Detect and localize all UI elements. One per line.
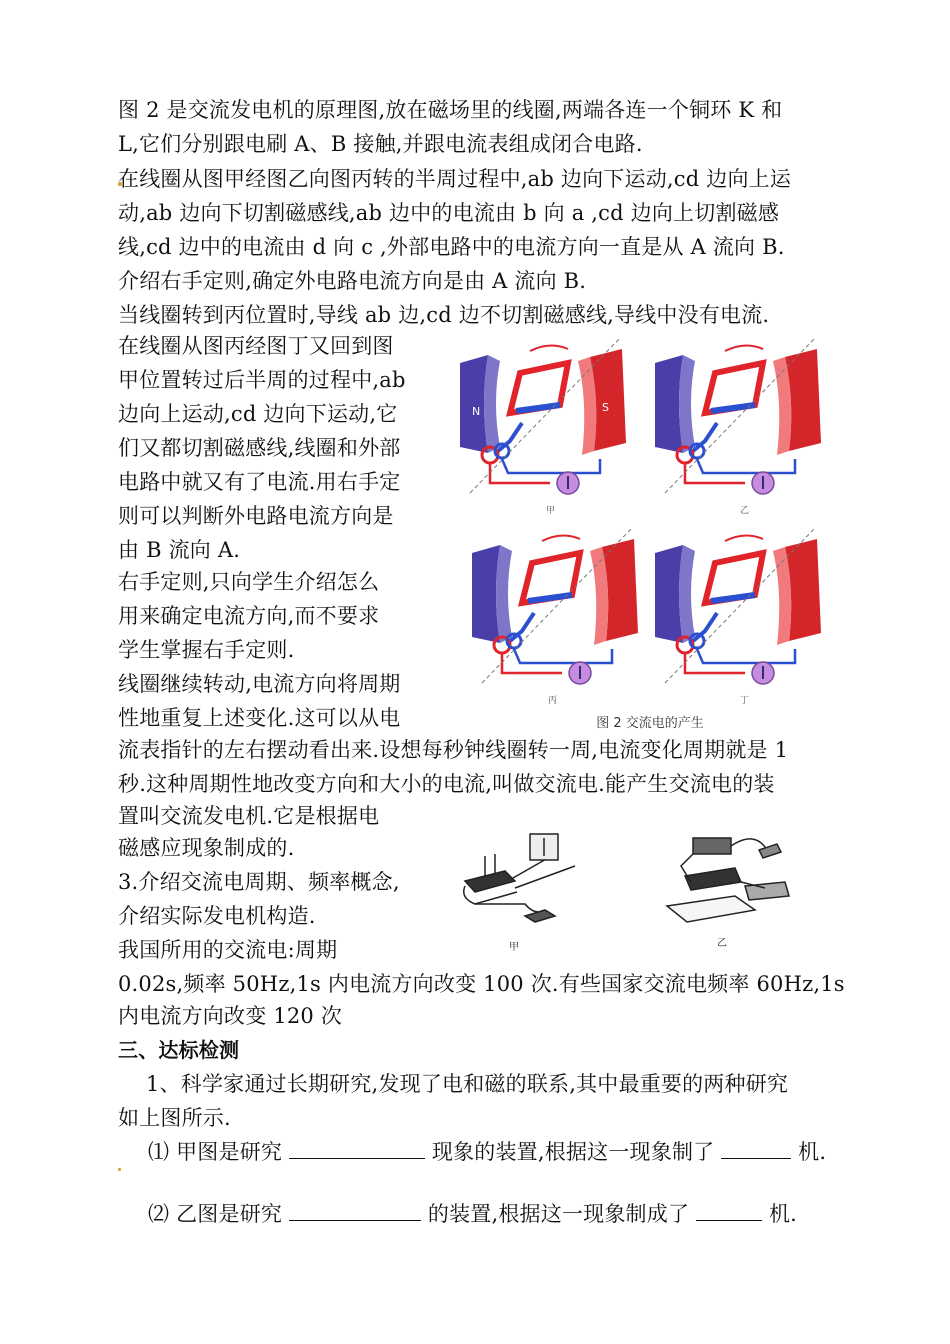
paragraph-line: 3.介绍交流电周期、频率概念, xyxy=(118,870,400,894)
paragraph-line: 流表指针的左右摆动看出来.设想每秒钟线圈转一周,电流变化周期就是 1 xyxy=(118,738,789,762)
answer-blank-3[interactable] xyxy=(289,1200,421,1221)
paragraph-line: 动,ab 边向下切割磁感线,ab 边中的电流由 b 向 a ,cd 边向上切割磁感 xyxy=(118,201,780,225)
paragraph-line: 用来确定电流方向,而不要求 xyxy=(118,604,380,628)
figure-caption: 图 2 交流电的产生 xyxy=(596,716,704,731)
magnet-n-label: N xyxy=(472,405,481,418)
paragraph-line: 内电流方向改变 120 次 xyxy=(118,1004,343,1028)
paragraph-line: 当线圈转到丙位置时,导线 ab 边,cd 边不切割磁感线,导线中没有电流. xyxy=(118,303,770,327)
generator-diagram xyxy=(450,335,840,715)
paragraph-line: 们又都切割磁感线,线圈和外部 xyxy=(118,436,401,460)
paragraph-line: 磁感应现象制成的. xyxy=(118,836,295,860)
item-number: ⑴ xyxy=(148,1140,170,1164)
magnet-s-label: S xyxy=(602,401,609,414)
paragraph-line: 介绍右手定则,确定外电路电流方向是由 A 流向 B. xyxy=(118,269,587,293)
paragraph-line: 右手定则,只向学生介绍怎么 xyxy=(118,570,380,594)
figure3-label-yi: 乙 xyxy=(717,938,727,949)
paragraph-line: 线圈继续转动,电流方向将周期 xyxy=(118,672,401,696)
generator-panel-ding xyxy=(655,528,821,684)
paragraph-line: 图 2 是交流发电机的原理图,放在磁场里的线圈,两端各连一个铜环 K 和 xyxy=(118,98,783,122)
apparatus-diagram xyxy=(455,826,805,956)
panel-label-ding: 丁 xyxy=(740,696,750,706)
paragraph-line: 0.02s,频率 50Hz,1s 内电流方向改变 100 次.有些国家交流电频率 60Hz,1s xyxy=(118,972,845,996)
item-prefix: 甲图是研究 xyxy=(176,1140,283,1164)
item-middle: 的装置,根据这一现象制成了 xyxy=(427,1202,690,1226)
induction-apparatus xyxy=(464,834,575,922)
paragraph-line: 电路中就又有了电流.用右手定 xyxy=(118,470,401,494)
paragraph-line: 在线圈从图甲经图乙向图丙转的半周过程中,ab 边向下运动,cd 边向上运 xyxy=(118,167,792,191)
paragraph-line: 线,cd 边中的电流由 d 向 c ,外部电路中的电流方向一直是从 A 流向 B. xyxy=(118,235,785,259)
paragraph-line: 介绍实际发电机构造. xyxy=(118,904,316,928)
paragraph-line: 由 B 流向 A. xyxy=(118,538,241,562)
paragraph-line: 在线圈从图丙经图丁又回到图 xyxy=(118,334,394,358)
paragraph-line: L,它们分别跟电刷 A、B 接触,并跟电流表组成闭合电路. xyxy=(118,132,643,156)
item-prefix: 乙图是研究 xyxy=(176,1202,283,1226)
item-middle: 现象的装置,根据这一现象制了 xyxy=(431,1140,715,1164)
question-text: 1、科学家通过长期研究,发现了电和磁的联系,其中最重要的两种研究 xyxy=(146,1072,789,1096)
paragraph-line: 秒.这种周期性地改变方向和大小的电流,叫做交流电.能产生交流电的装 xyxy=(118,772,775,796)
answer-blank-4[interactable] xyxy=(696,1200,762,1221)
generator-panel-bing xyxy=(472,528,638,684)
marker-dot xyxy=(118,1168,121,1171)
panel-label-bing: 丙 xyxy=(548,696,558,706)
paragraph-line: 性地重复上述变化.这可以从电 xyxy=(118,706,401,730)
paragraph-line: 学生掌握右手定则. xyxy=(118,638,295,662)
figure-ac-generation xyxy=(450,335,840,715)
section-heading: 三、达标检测 xyxy=(118,1038,240,1062)
answer-blank-2[interactable] xyxy=(721,1138,791,1159)
item-end: 机. xyxy=(798,1140,827,1164)
panel-label-jia: 甲 xyxy=(546,506,556,516)
generator-panel-yi xyxy=(655,338,821,494)
panel-label-yi: 乙 xyxy=(740,506,750,516)
motor-apparatus xyxy=(667,838,789,922)
answer-blank-1[interactable] xyxy=(289,1138,425,1159)
figure-apparatus xyxy=(455,826,805,956)
item-end: 机. xyxy=(768,1202,798,1226)
generator-panel-jia xyxy=(460,338,626,494)
question-item-1 xyxy=(148,1136,826,1168)
question-item-2 xyxy=(148,1198,797,1230)
item-number: ⑵ xyxy=(148,1202,170,1226)
paragraph-line: 则可以判断外电路电流方向是 xyxy=(118,504,394,528)
paragraph-line: 置叫交流发电机.它是根据电 xyxy=(118,804,380,828)
figure3-label-jia: 甲 xyxy=(509,942,519,953)
paragraph-line: 甲位置转过后半周的过程中,ab xyxy=(118,368,406,392)
paragraph-line: 我国所用的交流电:周期 xyxy=(118,938,338,962)
question-text: 如上图所示. xyxy=(118,1106,231,1130)
paragraph-line: 边向上运动,cd 边向下运动,它 xyxy=(118,402,398,426)
